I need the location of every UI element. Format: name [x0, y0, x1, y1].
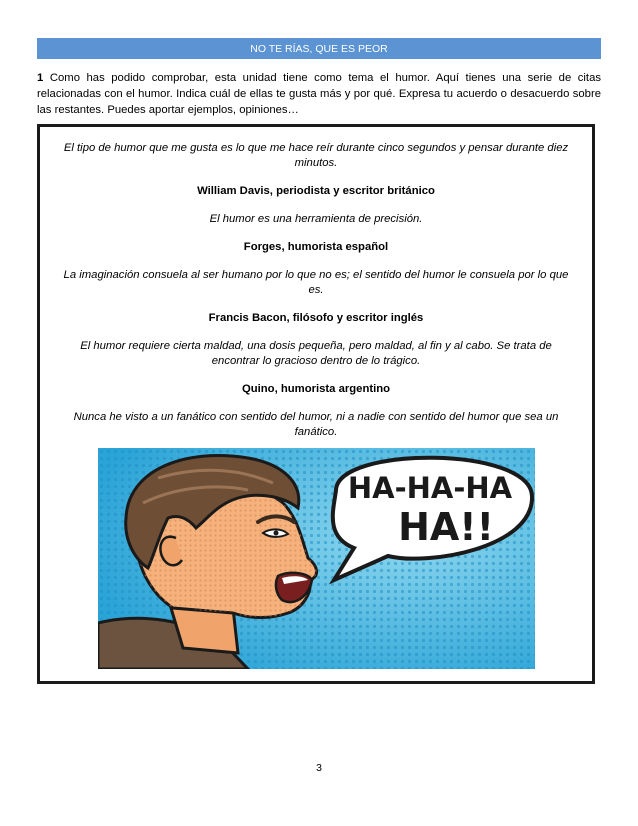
section-title: NO TE RÍAS, QUE ES PEOR — [250, 42, 388, 55]
quote-text: Nunca he visto a un fanático con sentido del humor, ni a nadie con sentido del humor que sea un fanático. — [73, 411, 559, 438]
quote-author: William Davis, periodista y escritor británico — [197, 185, 435, 197]
laughing-man-illustration — [98, 448, 535, 669]
quote-text: La imaginación consuela al ser humano por lo que no es; el sentido del humor le consuela por lo que es. — [63, 269, 569, 296]
quote-author: Forges, humorista español — [243, 241, 389, 253]
bubble-text-line1: HA-HA-HA — [347, 471, 513, 505]
quote-text: El humor requiere cierta maldad, una dosis pequeña, pero maldad, al fin y al cabo. Se trata de encontrar lo gracioso dentro de lo trágico. — [80, 340, 552, 367]
quote-text: El humor es una herramienta de precisión. — [209, 213, 423, 225]
quote-text: El tipo de humor que me gusta es lo que me hace reír durante cinco segundos y pensar durante diez minutos. — [63, 142, 569, 169]
bubble-text-line2: HA!! — [398, 505, 494, 549]
page-number: 3 — [316, 762, 322, 774]
quotes-box — [37, 124, 595, 684]
exercise-text: Como has podido comprobar, esta unidad tiene como tema el humor. Aquí tienes una serie de citas relacionadas con el humor. Indica cuál de ellas te gusta más y por qué. Expresa tu acuerdo o desacuerdo sobre las restantes. Puedes aportar ejemplos, opiniones… — [37, 72, 601, 116]
quote-author: Francis Bacon, filósofo y escritor inglés — [208, 312, 424, 324]
section-title-banner — [37, 38, 601, 59]
exercise-instructions — [37, 70, 601, 118]
exercise-number: 1 — [37, 72, 44, 84]
quote-author: Quino, humorista argentino — [241, 383, 391, 395]
